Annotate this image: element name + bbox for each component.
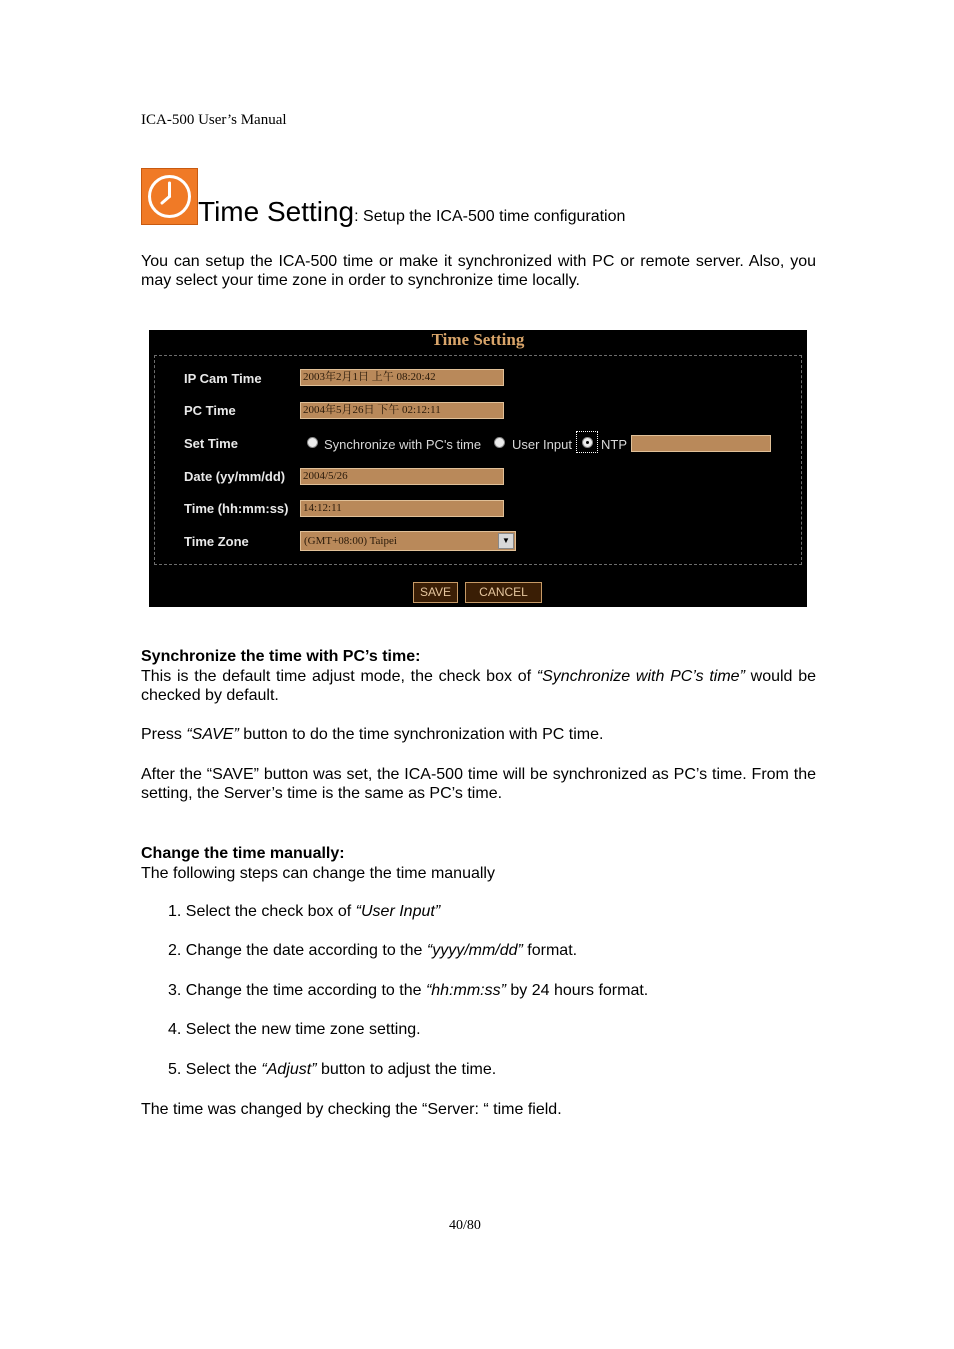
pc-time-label: PC Time	[184, 403, 236, 418]
sync-p1-text-end: would be checked by default.	[141, 668, 816, 704]
step-2-text: 2. Change the date according to the	[168, 942, 427, 959]
step-1	[168, 903, 440, 921]
step-3-emphasis: “hh:mm:ss”	[425, 982, 506, 999]
time-zone-value: (GMT+08:00) Taipei	[304, 535, 397, 547]
step-4: 4. Select the new time zone setting.	[168, 1021, 421, 1038]
time-label: Time (hh:mm:ss)	[184, 501, 289, 516]
step-5-text-end: button to adjust the time.	[316, 1061, 497, 1078]
time-input[interactable]: 14:12:11	[300, 500, 504, 517]
manual-heading: Change the time manually:	[141, 845, 345, 862]
sync-paragraph-3: After the “SAVE” button was set, the ICA-500 time will be synchronized as PC’s time. From the setting, the Server’s time is the same as PC’s time.	[141, 766, 816, 802]
step-3-text-end: by 24 hours format.	[505, 982, 649, 999]
clock-icon	[141, 168, 198, 225]
step-5-emphasis: “Adjust”	[261, 1061, 317, 1078]
cancel-button[interactable]: CANCEL	[465, 582, 542, 603]
date-label: Date (yy/mm/dd)	[184, 469, 286, 484]
radio-sync-pc[interactable]	[307, 437, 318, 448]
set-time-label: Set Time	[184, 436, 238, 451]
step-2-text-end: format.	[522, 942, 578, 959]
radio-ntp-label: NTP	[601, 437, 627, 452]
step-3-text: 3. Change the time according to the	[168, 982, 426, 999]
time-zone-label: Time Zone	[184, 534, 249, 549]
chevron-down-icon[interactable]: ▼	[498, 533, 514, 549]
sync-heading: Synchronize the time with PC’s time:	[141, 648, 421, 665]
intro-paragraph: You can setup the ICA-500 time or make it synchronized with PC or remote server. Also, you may select your time zone in order to synchronize time locally.	[141, 253, 816, 289]
radio-sync-pc-label: Synchronize with PC's time	[324, 437, 482, 452]
step-2-emphasis: “yyyy/mm/dd”	[426, 942, 523, 959]
section-title	[198, 196, 625, 228]
running-header: ICA-500 User’s Manual	[141, 112, 287, 128]
step-2	[168, 942, 577, 960]
step-1-emphasis: “User Input”	[355, 903, 441, 920]
sync-p2-emphasis: “SAVE”	[186, 726, 239, 743]
section-subtitle: : Setup the ICA-500 time configuration	[354, 208, 626, 225]
ntp-server-input[interactable]	[631, 435, 771, 452]
sync-paragraph-1	[141, 667, 816, 705]
sync-p2-text: Press	[141, 726, 187, 743]
time-setting-panel	[149, 330, 807, 607]
step-5-text: 5. Select the	[168, 1061, 262, 1078]
page-number: 40/80	[449, 1218, 481, 1233]
time-zone-select[interactable]	[300, 531, 516, 551]
pc-time-field: 2004年5月26日 下午 02:12:11	[300, 402, 504, 419]
ipcam-time-label: IP Cam Time	[184, 371, 262, 386]
section-title-main: Time Setting	[198, 196, 355, 227]
sync-p1-emphasis: “Synchronize with PC’s time”	[536, 668, 745, 685]
radio-user-input[interactable]	[494, 437, 505, 448]
sync-paragraph-2	[141, 725, 816, 744]
step-1-text: 1. Select the check box of	[168, 903, 356, 920]
step-3	[168, 982, 648, 1000]
date-input[interactable]: 2004/5/26	[300, 468, 504, 485]
step-5	[168, 1061, 496, 1079]
closing-paragraph: The time was changed by checking the “Server: “ time field.	[141, 1101, 562, 1118]
radio-ntp[interactable]	[582, 437, 593, 448]
ipcam-time-field: 2003年2月1日 上午 08:20:42	[300, 369, 504, 386]
radio-user-input-label: User Input	[512, 437, 572, 452]
panel-title: Time Setting	[431, 330, 525, 349]
sync-p1-text: This is the default time adjust mode, the check box of	[141, 668, 537, 685]
save-button[interactable]: SAVE	[413, 582, 458, 603]
manual-intro: The following steps can change the time manually	[141, 865, 495, 882]
sync-p2-text-end: button to do the time synchronization with PC time.	[238, 726, 604, 743]
